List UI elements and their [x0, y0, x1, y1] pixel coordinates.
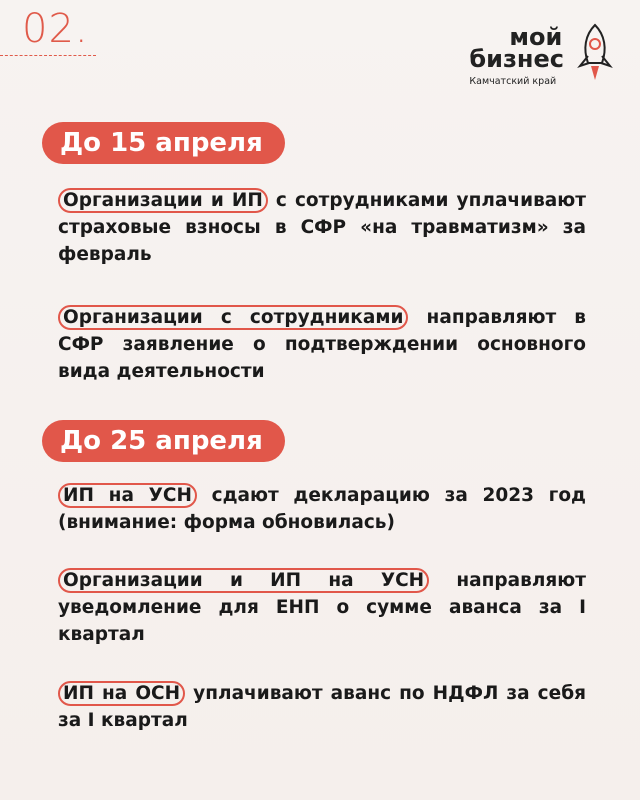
logo-line-1: мой: [509, 23, 563, 51]
page-number-underline: [0, 55, 96, 56]
deadline-item: [58, 680, 586, 734]
highlighted-subject: ИП на ОСН: [58, 681, 185, 706]
item-text: сдают декларацию за 2023 год (внимание: форма обновилась): [58, 485, 586, 533]
logo-region: Камчатский край: [469, 76, 557, 87]
deadline-item: [58, 482, 586, 536]
deadline-item: [58, 187, 586, 268]
highlighted-subject: Организации и ИП на УСН: [58, 568, 429, 593]
item-text: уплачивают аванс по НДФЛ за себя за I квартал: [58, 683, 586, 731]
highlighted-subject: ИП на УСН: [58, 483, 197, 508]
deadline-heading-15-april: До 15 апреля: [42, 122, 285, 164]
logo-text: [469, 23, 564, 87]
item-text: с сотрудниками уплачивают страховые взносы в СФР «на травматизм» за февраль: [58, 190, 586, 265]
highlighted-subject: Организации с сотрудниками: [58, 305, 408, 330]
logo-line-2: бизнес: [469, 45, 564, 73]
logo: [466, 20, 616, 90]
deadline-item: [58, 304, 586, 385]
deadline-heading-25-april: До 25 апреля: [42, 420, 285, 462]
highlighted-subject: Организации и ИП: [58, 188, 268, 213]
deadline-item: [58, 567, 586, 648]
rocket-icon: [574, 22, 616, 84]
item-text: направляют в СФР заявление о подтверждении основного вида деятельности: [58, 307, 586, 382]
item-text: направляют уведомление для ЕНП о сумме аванса за I квартал: [58, 570, 586, 645]
page-number: 02.: [22, 6, 89, 52]
